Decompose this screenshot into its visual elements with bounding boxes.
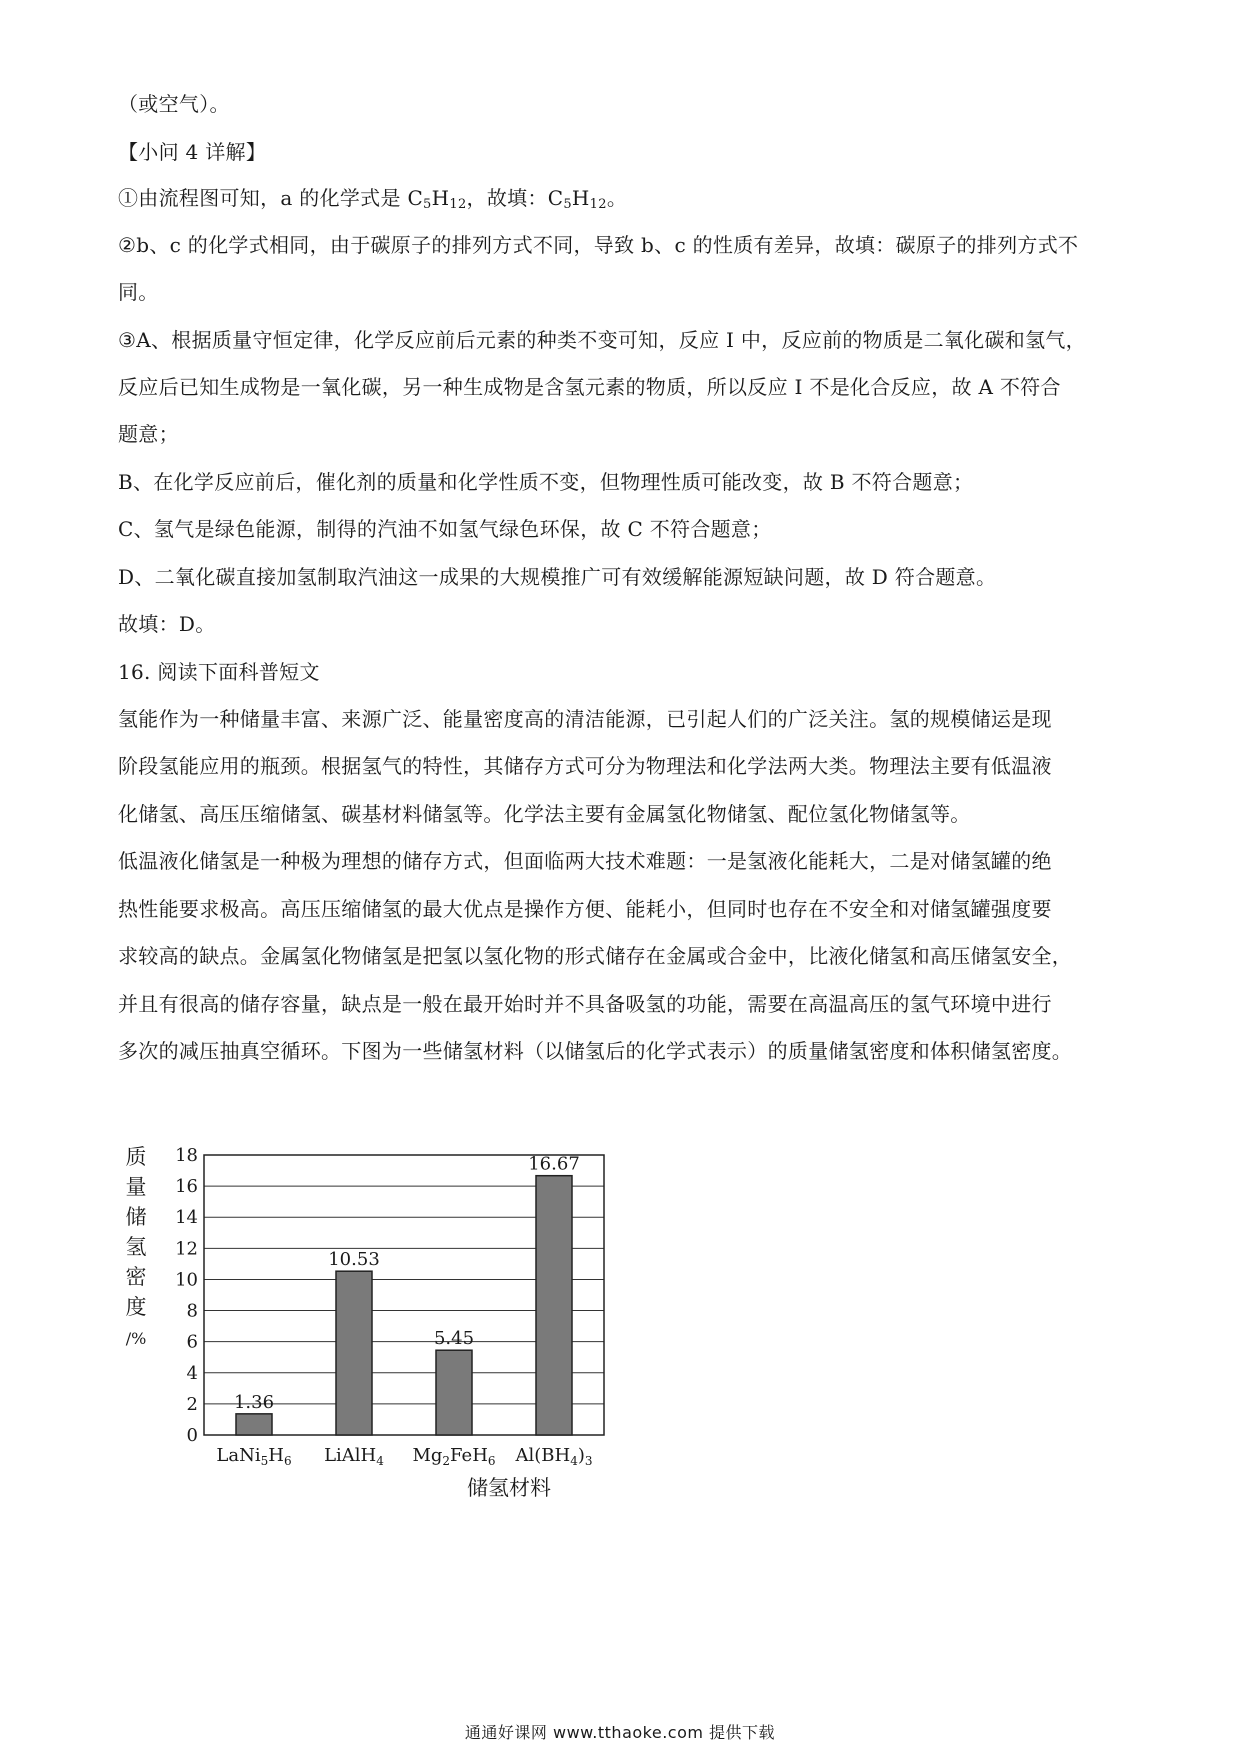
y-axis-label-char: 氢 <box>125 1235 147 1259</box>
y-tick-label: 0 <box>186 1425 198 1446</box>
y-tick-label: 4 <box>186 1362 198 1384</box>
y-axis-label-char: 储 <box>125 1205 147 1229</box>
bar-data-label: 16.67 <box>528 1153 580 1175</box>
text-line: 求较高的缺点。金属氢化物储氢是把氢以氢化物的形式储存在金属或合金中，比液化储氢和高压储氢安全， <box>118 944 1073 968</box>
bar-data-label: 10.53 <box>328 1249 380 1271</box>
y-axis-label-char: /% <box>125 1329 147 1348</box>
x-tick-label: LiAlH$_4$ <box>324 1445 384 1468</box>
y-axis-label-char: 量 <box>125 1175 147 1199</box>
text-line: 低温液化储氢是一种极为理想的储存方式，但面临两大技术难题：一是氢液化能耗大，二是对储氢罐的绝 <box>118 849 1052 873</box>
bar <box>536 1176 572 1435</box>
text-line: （或空气）。 <box>118 92 230 116</box>
text-line: B、在化学反应前后，催化剂的质量和化学性质不变，但物理性质可能改变，故 B 不符合题意； <box>118 470 974 494</box>
bar <box>236 1414 272 1435</box>
text-line: ①由流程图可知，a 的化学式是 $C_5H_{12}$，故填：$C_5H_{12}$。 <box>118 186 628 212</box>
x-axis-label: 储氢材料 <box>467 1476 551 1500</box>
y-tick-label: 12 <box>175 1238 198 1260</box>
y-axis-label-char: 度 <box>125 1295 147 1319</box>
y-axis-label-char: 密 <box>125 1265 147 1289</box>
text-line: 同。 <box>118 280 159 304</box>
y-tick-label: 16 <box>175 1176 198 1198</box>
text-line: ②b、c 的化学式相同，由于碳原子的排列方式不同，导致 b、c 的性质有差异，故填：碳原子的排列方式不 <box>118 233 1079 257</box>
text-line: 反应后已知生成物是一氧化碳，另一种生成物是含氢元素的物质，所以反应 I 不是化合反应，故 A 不符合 <box>118 375 1061 399</box>
text-line: 氢能作为一种储量丰富、来源广泛、能量密度高的清洁能源，已引起人们的广泛关注。氢的规模储运是现 <box>118 707 1052 731</box>
question-heading: 16. 阅读下面科普短文 <box>118 660 320 684</box>
text-line: 阶段氢能应用的瓶颈。根据氢气的特性，其储存方式可分为物理法和化学法两大类。物理法主要有低温液 <box>118 754 1052 778</box>
bar <box>436 1350 472 1435</box>
hydrogen-density-chart <box>118 1140 638 1510</box>
text-line: 热性能要求极高。高压压缩储氢的最大优点是操作方便、能耗小，但同时也存在不安全和对储氢罐强度要 <box>118 897 1052 921</box>
footer-watermark: 通通好课网 www.tthaoke.com 提供下载 <box>464 1723 776 1742</box>
text-line: D、二氧化碳直接加氢制取汽油这一成果的大规模推广可有效缓解能源短缺问题，故 D 符合题意。 <box>118 565 997 589</box>
x-tick-label: $Mg_2FeH_6$ <box>412 1445 496 1468</box>
text-line: 题意； <box>118 422 179 446</box>
text-line: 并且有很高的储存容量，缺点是一般在最开始时并不具备吸氢的功能，需要在高温高压的氢气环境中进行 <box>118 992 1052 1016</box>
x-tick-label: $LaNi_5H_6$ <box>216 1445 292 1468</box>
text-line: C、氢气是绿色能源，制得的汽油不如氢气绿色环保，故 C 不符合题意； <box>118 517 772 541</box>
text-line: 故填：D。 <box>118 612 216 636</box>
y-axis-label-char: 质 <box>125 1145 147 1169</box>
text-line: 化储氢、高压压缩储氢、碳基材料储氢等。化学法主要有金属氢化物储氢、配位氢化物储氢等。 <box>118 802 971 826</box>
x-tick-label: $Al(BH_4)_3$ <box>515 1445 593 1468</box>
y-tick-label: 18 <box>175 1145 198 1166</box>
y-tick-label: 6 <box>186 1331 198 1353</box>
y-tick-label: 2 <box>186 1393 198 1415</box>
bar-chart-svg <box>118 1140 638 1510</box>
y-tick-label: 8 <box>186 1300 198 1322</box>
bar-data-label: 1.36 <box>233 1391 275 1413</box>
text-line: 多次的减压抽真空循环。下图为一些储氢材料（以储氢后的化学式表示）的质量储氢密度和体积储氢密度。 <box>118 1039 1073 1063</box>
bar-data-label: 5.45 <box>433 1328 475 1350</box>
y-tick-label: 10 <box>175 1269 198 1291</box>
bar <box>336 1271 372 1435</box>
section-heading: 【小问 4 详解】 <box>118 140 267 164</box>
text-line: ③A、根据质量守恒定律，化学反应前后元素的种类不变可知，反应 I 中，反应前的物质是二氧化碳和氢气， <box>118 328 1086 352</box>
y-tick-label: 14 <box>175 1207 198 1229</box>
